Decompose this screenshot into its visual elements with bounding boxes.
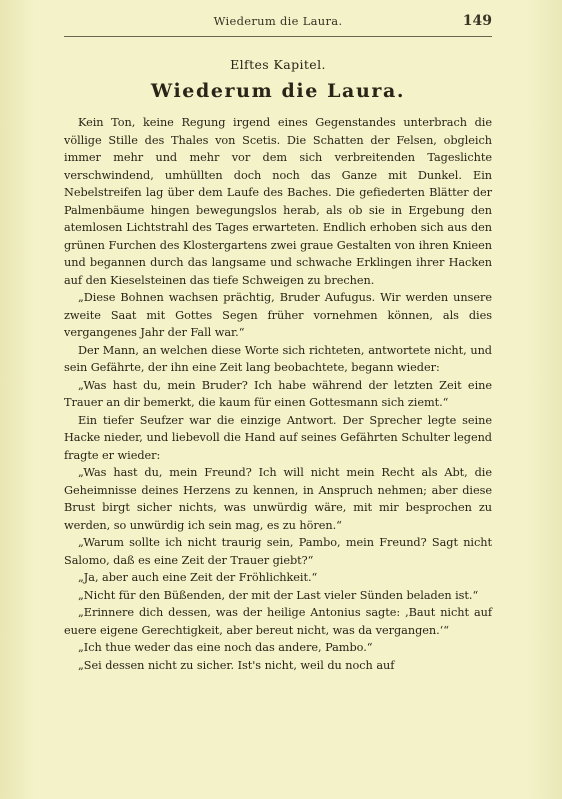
paragraph: „Ich thue weder das eine noch das andere, Pambo.“ xyxy=(78,641,373,654)
chapter-title: Wiederum die Laura. xyxy=(150,80,406,102)
paragraph: Ein tiefer Seufzer war die einzige Antwort. Der Sprecher legte seine Hacke nieder, und liebevoll die Hand auf seines Gefährten Schulter legend fragte er wieder: xyxy=(64,413,492,462)
paragraph: „Erinnere dich dessen, was der heilige Antonius sagte: ‚Baut nicht auf euere eigene Gerechtigkeit, aber bereut nicht, was da vergangen.‘“ xyxy=(64,606,492,637)
paragraph: „Nicht für den Büßenden, der mit der Last vieler Sünden beladen ist.“ xyxy=(78,588,479,602)
paragraph: „Was hast du, mein Bruder? Ich habe während der letzten Zeit eine Trauer an dir bemerkt, die kaum für einen Gottesmann sich ziemt.“ xyxy=(64,378,492,409)
paragraph: „Was hast du, mein Freund? Ich will nicht mein Recht als Abt, die Geheimnisse deines Herzens zu kennen, in Anspruch nehmen; aber diese Brust birgt sicher nichts, was unwürdig wäre, mit mir besprochen zu werden, so unwürdig ich sein mag, es zu hören.“ xyxy=(64,466,492,532)
body-text xyxy=(64,114,492,674)
paragraph: Kein Ton, keine Regung irgend eines Gegenstandes unterbrach die völlige Stille des Thales von Scetis. Die Schatten der Felsen, obgleich immer mehr und mehr vor dem sich verbreitenden Tageslichte verschwindend, umhüllten doch noch das Ganze mit Dunkel. Ein Nebelstreifen lag über dem Laufe des Baches. Die gefiederten Blätter der Palmenbäume hingen bewegungslos herab, als ob sie in Ergebung den atemlosen Lichtstrahl des Tages erwarteten. Endlich erhoben sich aus den grünen Furchen des Klostergartens zwei graue Gestalten von ihren Knieen und begannen durch das langsame und schwache Erklingen ihrer Hacken auf den Kieselsteinen das tiefe Schweigen zu brechen. xyxy=(64,116,492,287)
running-title: Wiederum die Laura. xyxy=(213,14,343,28)
chapter-number: Elftes Kapitel. xyxy=(230,57,326,72)
paragraph: „Diese Bohnen wachsen prächtig, Bruder Aufugus. Wir werden unsere zweite Saat mit Gottes Segen früher vornehmen können, als dies vergangenes Jahr der Fall war.“ xyxy=(64,291,492,339)
page-number: 149 xyxy=(462,13,492,29)
paragraph: „Ja, aber auch eine Zeit der Fröhlichkeit.“ xyxy=(78,571,318,584)
header-rule xyxy=(64,36,492,37)
running-header xyxy=(64,14,492,34)
paragraph: „Sei dessen nicht zu sicher. Ist's nicht, weil du noch auf xyxy=(78,658,395,672)
paragraph: Der Mann, an welchen diese Worte sich richteten, antwortete nicht, und sein Gefährte, der ihn eine Zeit lang beobachtete, begann wieder: xyxy=(64,343,492,374)
paragraph: „Warum sollte ich nicht traurig sein, Pambo, mein Freund? Sagt nicht Salomo, daß es eine Zeit der Trauer giebt?“ xyxy=(64,536,492,567)
